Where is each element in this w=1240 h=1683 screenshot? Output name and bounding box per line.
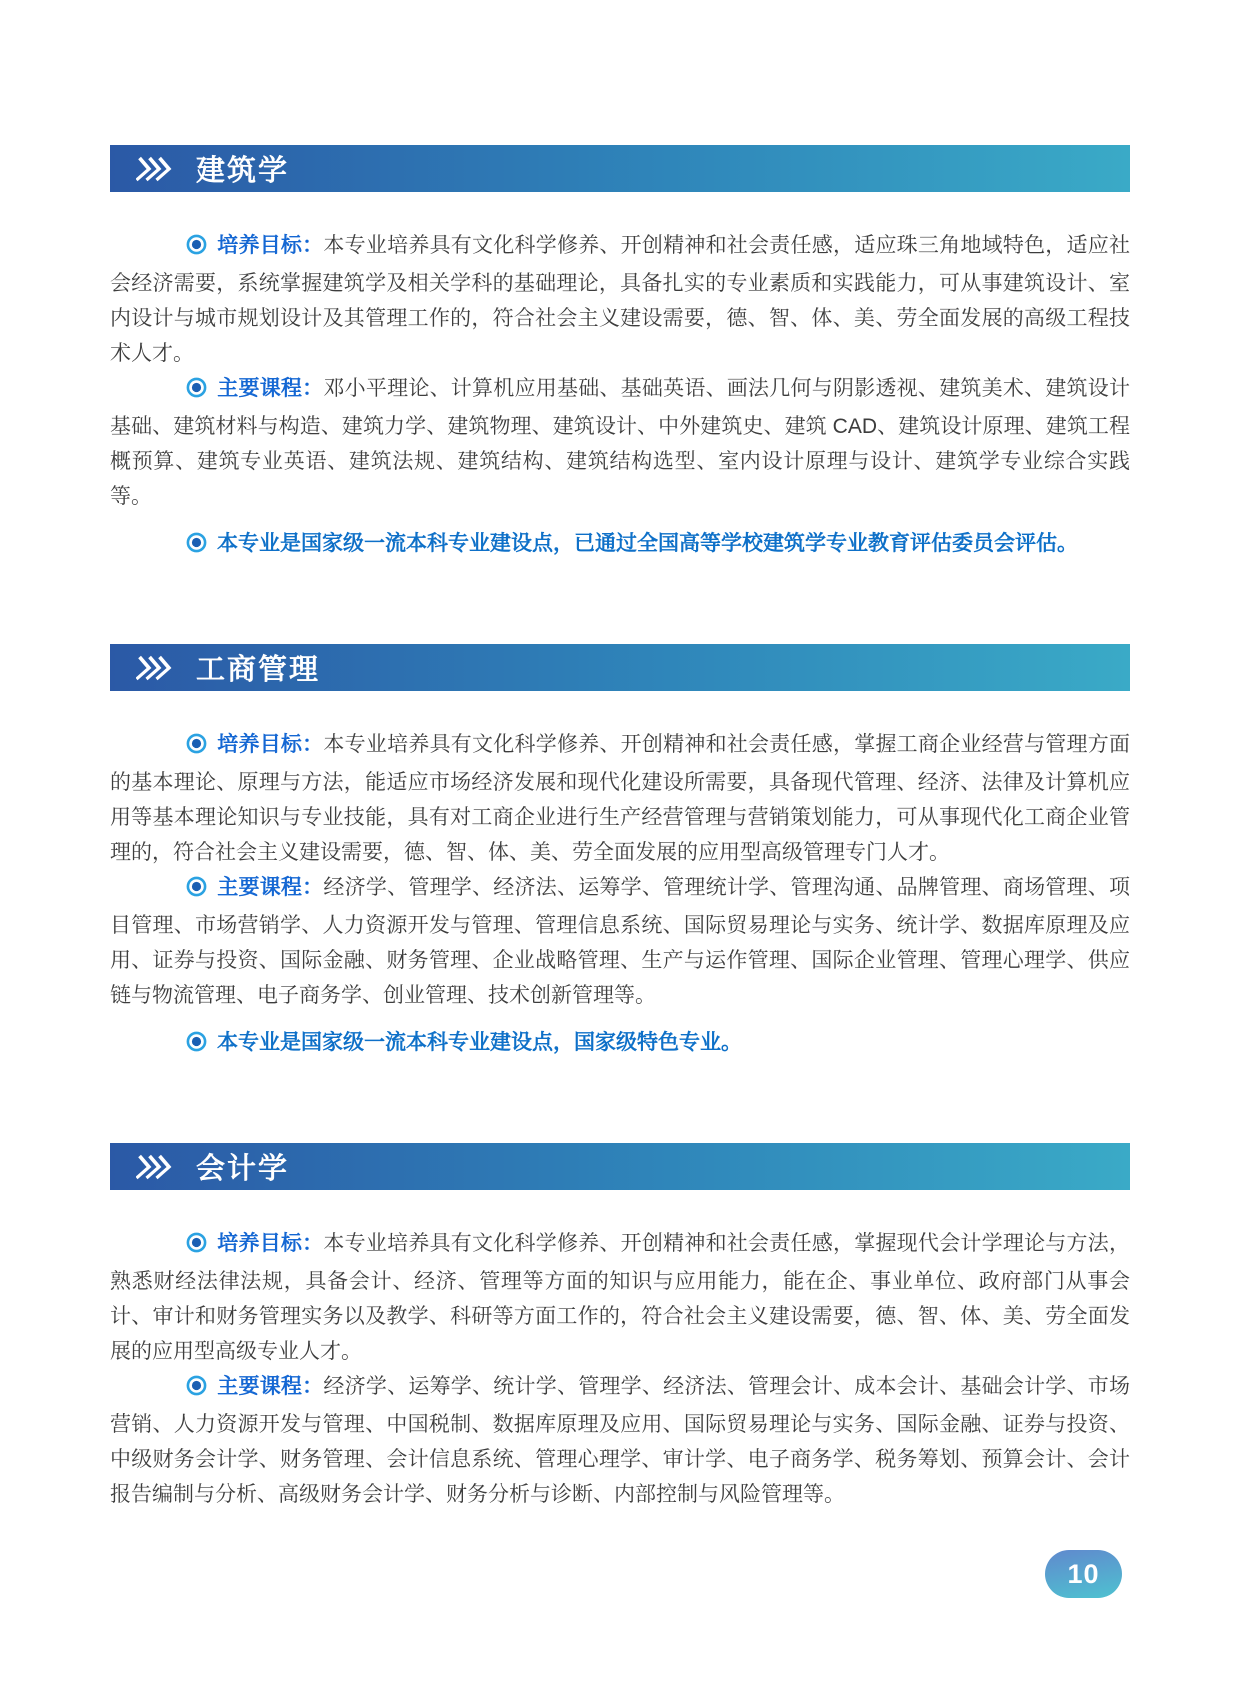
triple-chevron-icon <box>136 155 178 183</box>
courses-label: 主要课程： <box>217 1375 324 1398</box>
courses-text: 经济学、运筹学、统计学、管理学、经济法、管理会计、成本会计、基础会计学、市场营销、人力资源开发与管理、中国税制、数据库原理及应用、国际贸易理论与实务、国际金融、证券与投资、中级财务会计学、财务管理、会计信息系统、管理心理学、审计学、电子商务学、税务筹划、预算会计、会计报告编制与分析、高级财务会计学、财务分析与诊断、内部控制与风险管理等。 <box>110 1375 1131 1506</box>
objective-label: 培养目标： <box>217 234 324 257</box>
triple-chevron-icon <box>136 654 178 682</box>
target-bullet-icon <box>148 730 207 765</box>
courses-paragraph <box>110 870 1130 1013</box>
page-content <box>0 145 1240 1512</box>
target-bullet-icon <box>148 873 207 908</box>
section-header-business-admin <box>110 644 1130 691</box>
objective-label: 培养目标： <box>217 733 324 756</box>
accreditation-note <box>110 1025 1130 1063</box>
target-bullet-icon <box>148 1372 207 1407</box>
note-text: 本专业是国家级一流本科专业建设点，已通过全国高等学校建筑学专业教育评估委员会评估。 <box>217 532 1078 555</box>
objective-paragraph <box>110 727 1130 870</box>
section-title: 建筑学 <box>196 155 290 187</box>
courses-paragraph <box>110 371 1130 514</box>
objective-paragraph <box>110 228 1130 371</box>
target-bullet-icon <box>148 374 207 409</box>
objective-text: 本专业培养具有文化科学修养、开创精神和社会责任感，掌握工商企业经营与管理方面的基本理论、原理与方法，能适应市场经济发展和现代化建设所需要，具备现代管理、经济、法律及计算机应用等基本理论知识与专业技能，具有对工商企业进行生产经营管理与营销策划能力，可从事现代化工商企业管理的，符合社会主义建设需要，德、智、体、美、劳全面发展的应用型高级管理专门人才。 <box>110 733 1131 864</box>
objective-label: 培养目标： <box>217 1232 324 1255</box>
section-header-architecture <box>110 145 1130 192</box>
courses-paragraph <box>110 1369 1130 1512</box>
accreditation-note <box>110 526 1130 564</box>
objective-paragraph <box>110 1226 1130 1369</box>
objective-text: 本专业培养具有文化科学修养、开创精神和社会责任感，掌握现代会计学理论与方法，熟悉财经法律法规，具备会计、经济、管理等方面的知识与应用能力，能在企、事业单位、政府部门从事会计、审计和财务管理实务以及教学、科研等方面工作的，符合社会主义建设需要，德、智、体、美、劳全面发展的应用型高级专业人才。 <box>110 1232 1131 1363</box>
section-title: 会计学 <box>196 1153 290 1185</box>
target-bullet-icon <box>148 529 207 564</box>
objective-text: 本专业培养具有文化科学修养、开创精神和社会责任感，适应珠三角地域特色，适应社会经济需要，系统掌握建筑学及相关学科的基础理论，具备扎实的专业素质和实践能力，可从事建筑设计、室内设计与城市规划设计及其管理工作的，符合社会主义建设需要，德、智、体、美、劳全面发展的高级工程技术人才。 <box>110 234 1131 365</box>
section-title: 工商管理 <box>196 654 321 686</box>
target-bullet-icon <box>148 1028 207 1063</box>
courses-label: 主要课程： <box>217 377 324 400</box>
target-bullet-icon <box>148 1229 207 1264</box>
page-number: 10 <box>1067 1558 1100 1589</box>
courses-label: 主要课程： <box>217 876 324 899</box>
section-header-accounting <box>110 1143 1130 1190</box>
page-number-badge <box>1045 1550 1122 1598</box>
triple-chevron-icon <box>136 1153 178 1181</box>
note-text: 本专业是国家级一流本科专业建设点，国家级特色专业。 <box>217 1031 742 1054</box>
courses-text: 邓小平理论、计算机应用基础、基础英语、画法几何与阴影透视、建筑美术、建筑设计基础、建筑材料与构造、建筑力学、建筑物理、建筑设计、中外建筑史、建筑 CAD、建筑设计原理、建筑工程概预算、建筑专业英语、建筑法规、建筑结构、建筑结构选型、室内设计原理与设计、建筑学专业综合实践等。 <box>110 377 1131 508</box>
courses-text: 经济学、管理学、经济法、运筹学、管理统计学、管理沟通、品牌管理、商场管理、项目管理、市场营销学、人力资源开发与管理、管理信息系统、国际贸易理论与实务、统计学、数据库原理及应用、证券与投资、国际金融、财务管理、企业战略管理、生产与运作管理、国际企业管理、管理心理学、供应链与物流管理、电子商务学、创业管理、技术创新管理等。 <box>110 876 1131 1007</box>
target-bullet-icon <box>148 231 207 266</box>
